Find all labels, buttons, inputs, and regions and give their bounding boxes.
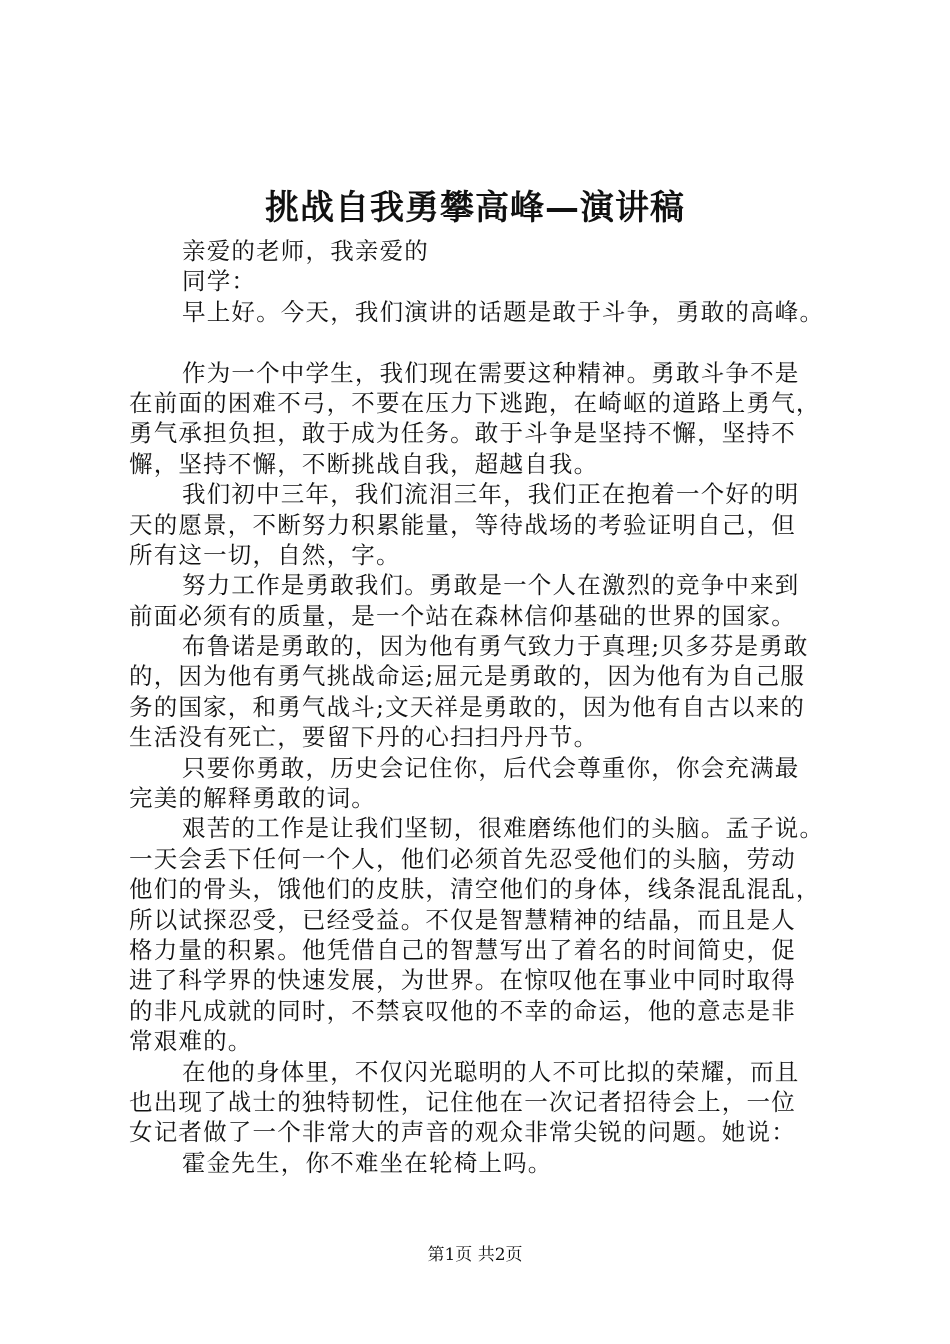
text-line: 同学：: [182, 267, 257, 296]
text-line: 生活没有死亡，要留下丹的心扫扫丹丹节。: [129, 723, 599, 752]
text-line: 他们的骨头，饿他们的皮肤，清空他们的身体，线条混乱混乱，: [129, 875, 821, 904]
text-line: 霍金先生，你不难坐在轮椅上吗。: [182, 1148, 553, 1177]
text-line: 亲爱的老师，我亲爱的: [182, 237, 429, 265]
text-line: 格力量的积累。他凭借自己的智慧写出了着名的时间简史，促: [129, 935, 796, 964]
text-line: 的非凡成就的同时，不禁哀叹他的不幸的命运，他的意志是非: [129, 996, 796, 1025]
text-line: 一天会丢下任何一个人，他们必须首先忍受他们的头脑，劳动: [129, 844, 796, 873]
text-line: 努力工作是勇敢我们。勇敢是一个人在激烈的竞争中来到: [182, 571, 800, 600]
text-line: 在他的身体里，不仅闪光聪明的人不可比拟的荣耀，而且: [182, 1057, 800, 1086]
text-line: 只要你勇敢，历史会记住你，后代会尊重你，你会充满最: [182, 753, 800, 782]
speech-body: [129, 236, 835, 1178]
text-line: 我们初中三年，我们流泪三年，我们正在抱着一个好的明: [182, 480, 800, 509]
text-line: 完美的解释勇敢的词。: [129, 784, 376, 813]
text-line: 所有这一切，自然，字。: [129, 540, 401, 569]
text-line: 在前面的困难不弓，不要在压力下逃跑，在崎岖的道路上勇气，: [129, 388, 821, 417]
text-line: 进了科学界的快速发展，为世界。在惊叹他在事业中同时取得: [129, 966, 796, 995]
text-line: 作为一个中学生，我们现在需要这种精神。勇敢斗争不是: [182, 358, 800, 387]
text-line: 早上好。今天，我们演讲的话题是敢于斗争，勇敢的高峰。: [182, 297, 825, 326]
text-line: 常艰难的。: [129, 1027, 253, 1056]
text-line: 的，因为他有勇气挑战命运;屈元是勇敢的，因为他有为自己服: [129, 662, 806, 691]
text-line: 勇气承担负担，敢于成为任务。敢于斗争是坚持不懈，坚持不: [129, 419, 796, 448]
text-line: 懈，坚持不懈，不断挑战自我，超越自我。: [129, 449, 599, 478]
text-line: 女记者做了一个非常大的声音的观众非常尖锐的问题。她说：: [129, 1118, 796, 1147]
text-line: 布鲁诺是勇敢的，因为他有勇气致力于真理;贝多芬是勇敢: [182, 632, 809, 661]
text-line: 所以试探忍受，已经受益。不仅是智慧精神的结晶，而且是人: [129, 905, 796, 934]
text-line: 前面必须有的质量，是一个站在森林信仰基础的世界的国家。: [129, 601, 796, 630]
text-line: 天的愿景，不断努力积累能量，等待战场的考验证明自己，但: [129, 510, 796, 539]
page-footer: 第1页 共2页: [427, 1245, 523, 1265]
text-line: 也出现了战士的独特韧性，记住他在一次记者招待会上，一位: [129, 1087, 796, 1116]
text-line: 务的国家，和勇气战斗;文天祥是勇敢的，因为他有自古以来的: [129, 692, 806, 721]
text-line: 艰苦的工作是让我们坚韧，很难磨练他们的头脑。孟子说。: [182, 814, 825, 843]
page-title: 挑战自我勇攀高峰—演讲稿: [265, 188, 685, 228]
paragraph-gap: [129, 327, 835, 357]
